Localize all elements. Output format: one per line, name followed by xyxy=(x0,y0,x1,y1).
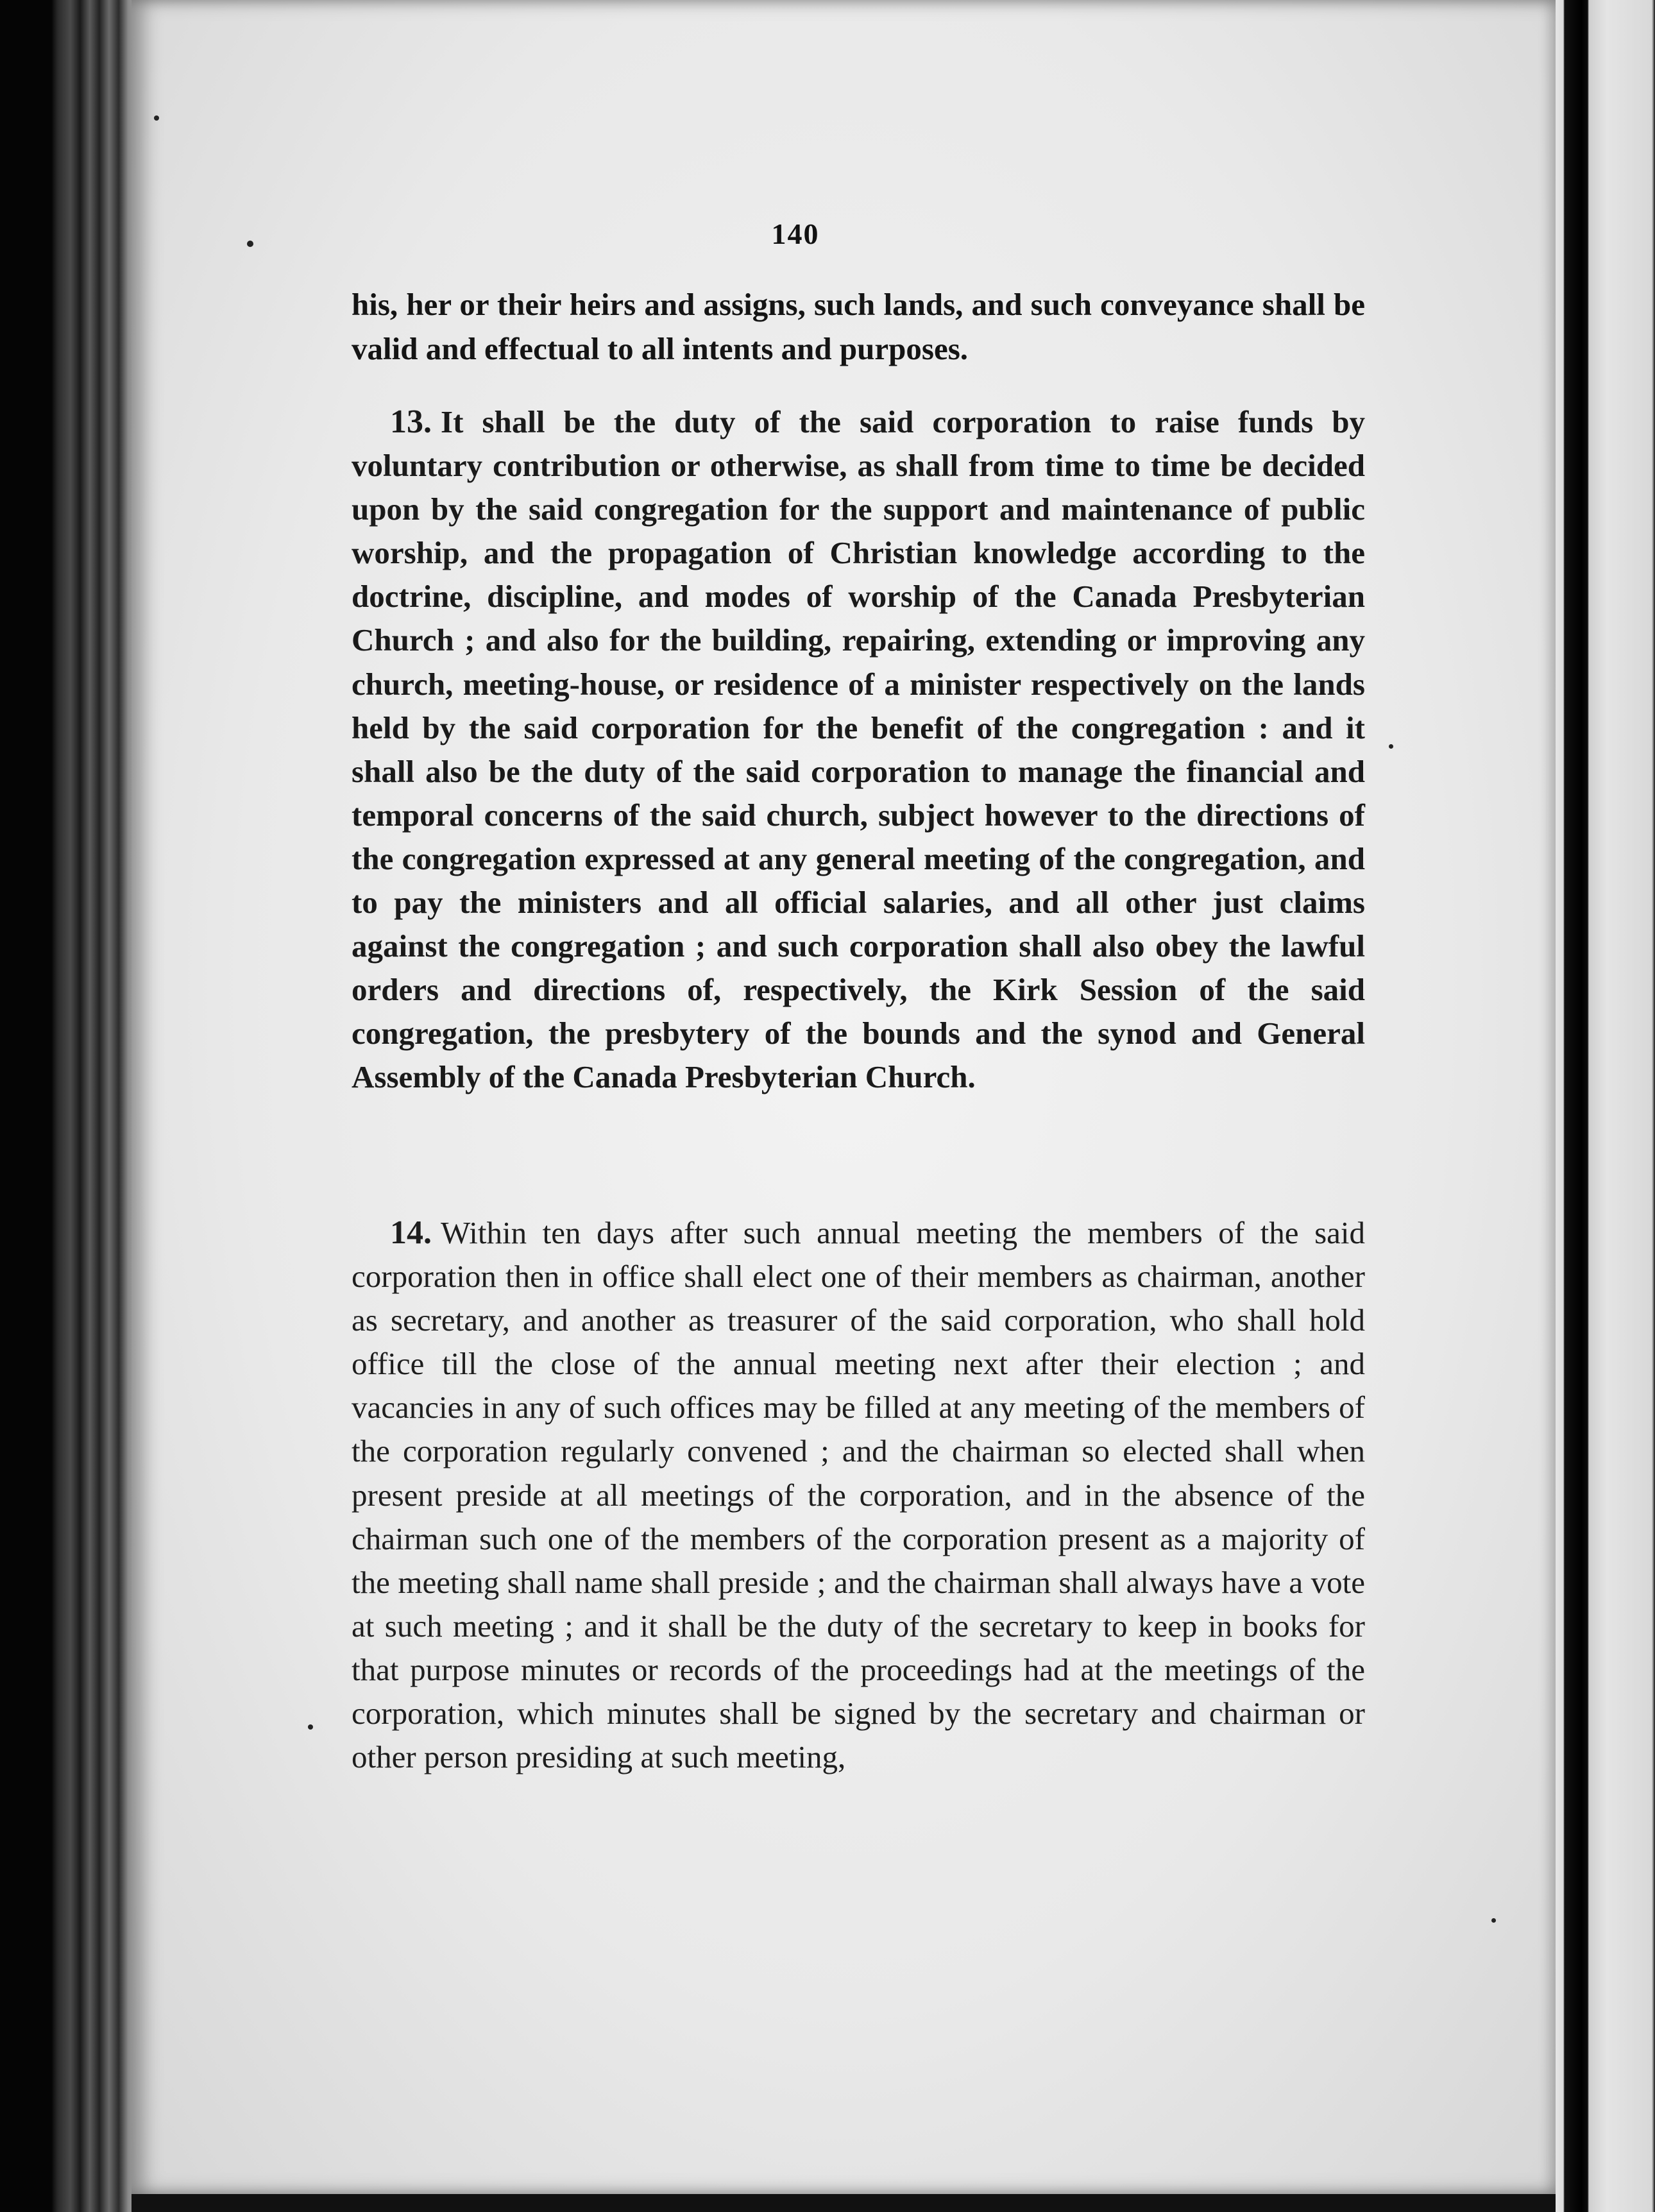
section-14-paragraph xyxy=(352,1211,1365,1779)
facing-page-edge xyxy=(1556,0,1655,2212)
section-14-text: Within ten days after such annual meeting the members of the said corporation then in office shall elect one of their members as chairman, another as secretary, and another as treasurer of the said corporation, who shall hold office till the close of the annual meeting next after their election ; and vacancies in any of such offices may be filled at any meeting of the members of the corporation regularly convened ; and the chairman so elected shall when present preside at all meetings of the corporation, and in the absence of the chairman such one of the members of the corporation present as a majority of the meeting shall name shall preside ; and the chairman shall always have a vote at such meeting ; and it shall be the duty of the secretary to keep in books for that purpose minutes or records of the proceedings had at the meetings of the corporation, which minutes shall be signed by the secretary and chairman or other person presiding at such meeting, xyxy=(352,1215,1365,1775)
section-13-number: 13. xyxy=(390,404,432,440)
section-13-text: It shall be the duty of the said corporation to raise funds by voluntary contribution or otherwise, as shall from time to time be decided upon by the said congregation for the support and maintenance of public worship, and the propagation of Christian knowledge according to the doctrine, discipline, and modes of worship of the Canada Presbyterian Church ; and also for the building, repairing, extending or improving any church, meeting-house, or residence of a minister respectively on the lands held by the said corporation for the benefit of the congregation : and it shall also be the duty of the said corporation to manage the financial and temporal concerns of the said church, subject however to the directions of the congregation expressed at any general meeting of the congregation, and to pay the ministers and all official salaries, and all other just claims against the congregation ; and such corporation shall also obey the lawful orders and directions of, respectively, the Kirk Session of the said congregation, the presbytery of the bounds and the synod and General Assembly of the Canada Presbyterian Church. xyxy=(352,404,1365,1095)
opening-paragraph: his, her or their heirs and assigns, such lands, and such conveyance shall be valid and effectual to all intents and purposes. xyxy=(352,287,1365,366)
scan-bottom-border xyxy=(132,2194,1556,2212)
section-13-paragraph xyxy=(352,400,1365,1100)
page-number: 140 xyxy=(771,217,820,250)
book-binding-edge xyxy=(0,0,135,2212)
section-14-number: 14. xyxy=(390,1214,432,1251)
